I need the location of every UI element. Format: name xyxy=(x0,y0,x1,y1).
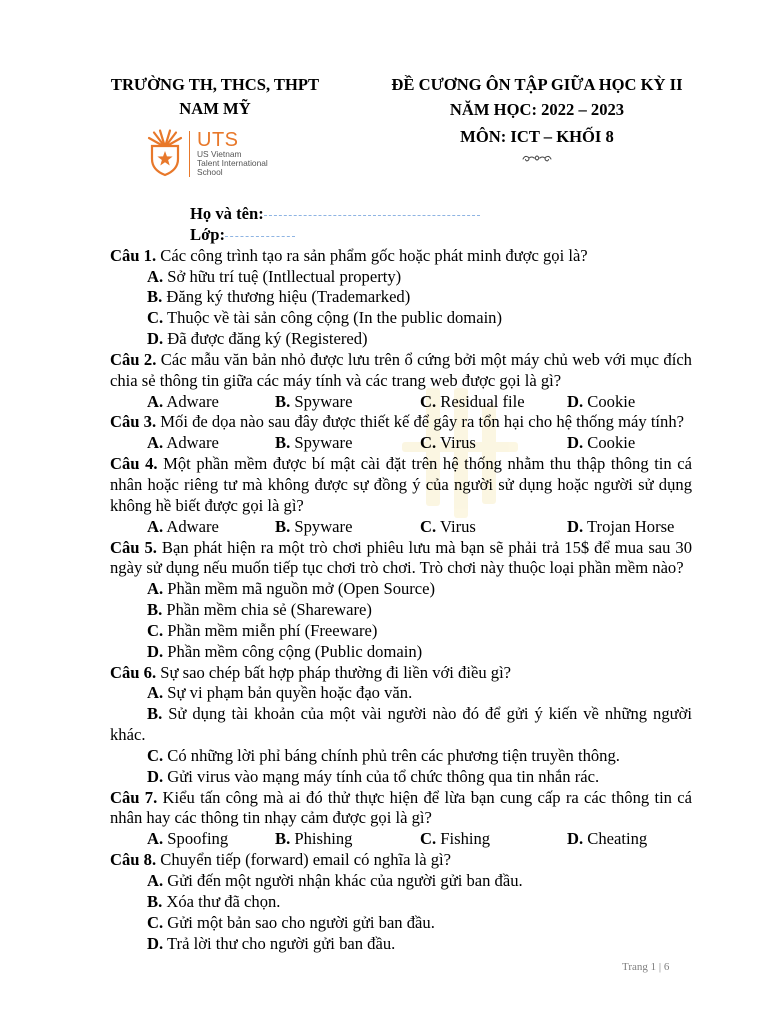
question-3-options xyxy=(110,433,692,454)
document-title: ĐỀ CƯƠNG ÔN TẬP GIỮA HỌC KỲ II xyxy=(391,75,683,94)
question-6-option-b-cont xyxy=(110,725,692,746)
option-text: Phần mềm mã nguồn mở (Open Source) xyxy=(167,579,436,599)
option-label: B. xyxy=(147,287,163,307)
option-text: khác. xyxy=(110,725,146,745)
option-label: C. xyxy=(147,620,164,640)
question-number: Câu 3. xyxy=(110,412,157,432)
question-6-option-d xyxy=(110,767,692,788)
option-text: Đăng ký thương hiệu (Trademarked) xyxy=(166,287,411,307)
question-number: Câu 7. xyxy=(110,787,158,807)
option-label: C. xyxy=(147,745,164,765)
question-number: Câu 2. xyxy=(110,349,157,369)
option-label: C. xyxy=(147,912,164,932)
option-a: A. Adware xyxy=(147,391,219,411)
star-shield-icon xyxy=(145,129,185,177)
option-label: D. xyxy=(147,641,164,661)
question-5-option-a xyxy=(110,579,692,600)
option-label: B. xyxy=(147,891,163,911)
school-logo xyxy=(145,129,285,179)
subject-grade: MÔN: ICT – KHỐI 8 xyxy=(460,127,614,146)
question-1-stem xyxy=(110,246,692,267)
option-text: Phần mềm chia sẻ (Shareware) xyxy=(166,600,372,620)
option-text: Sự vi phạm bản quyền hoặc đạo văn. xyxy=(167,683,413,703)
option-label: A. xyxy=(147,266,164,286)
option-label: D. xyxy=(147,933,164,953)
question-7-options xyxy=(110,829,692,850)
option-a: A. Adware xyxy=(147,433,219,453)
student-class-blank xyxy=(225,236,295,237)
option-c: C. Fishing xyxy=(420,829,491,849)
question-6-stem xyxy=(110,663,692,684)
option-c: C. Virus xyxy=(420,433,476,453)
option-c: C. Residual file xyxy=(420,391,525,411)
option-label: A. xyxy=(147,683,164,703)
question-2-options xyxy=(110,392,692,413)
question-2-stem xyxy=(110,350,692,371)
option-label: D. xyxy=(147,329,164,349)
question-4-stem-cont xyxy=(110,475,692,496)
question-text: Bạn phát hiện ra một trò chơi phiêu lưu mà bạn sẽ phải trả 15$ để mua sau 30 xyxy=(161,537,692,557)
school-name: TRƯỜNG TH, THCS, THPT xyxy=(110,75,320,94)
question-1-option-b xyxy=(110,287,692,308)
option-text: Đã được đăng ký (Registered) xyxy=(167,329,368,349)
question-text: Một phần mềm được bí mật cài đặt trên hệ thống nhằm thu thập thông tin cá xyxy=(163,454,693,474)
question-7-stem-cont xyxy=(110,808,692,829)
question-number: Câu 5. xyxy=(110,537,157,557)
page-number: Trang 1 | 6 xyxy=(622,961,670,973)
option-b: B. Spyware xyxy=(275,391,353,411)
option-label: A. xyxy=(147,579,164,599)
question-5-option-b xyxy=(110,600,692,621)
option-text: Xóa thư đã chọn. xyxy=(166,891,281,911)
option-label: D. xyxy=(147,766,164,786)
option-c: C. Virus xyxy=(420,516,476,536)
logo-divider xyxy=(189,131,190,177)
option-d: D. Cookie xyxy=(567,391,636,411)
option-text: Trả lời thư cho người gửi ban đầu. xyxy=(167,933,396,953)
question-4-stem xyxy=(110,454,692,475)
option-d: D. Cookie xyxy=(567,433,636,453)
option-label: B. xyxy=(147,704,163,724)
question-6-option-a xyxy=(110,683,692,704)
student-class-label: Lớp: xyxy=(190,224,226,244)
option-label: A. xyxy=(147,871,164,890)
question-5-stem-cont xyxy=(110,558,692,579)
question-1-option-a xyxy=(110,267,692,288)
student-name-blank xyxy=(264,215,480,216)
question-5-stem xyxy=(110,538,692,559)
option-text: Gửi đến một người nhận khác của người gửi ban đầu. xyxy=(167,871,523,890)
logo-subtitle-line-3: School xyxy=(197,167,223,177)
question-7-stem xyxy=(110,788,692,809)
question-text: Các mẫu văn bản nhỏ được lưu trên ổ cứng bởi một máy chủ web với mục đích xyxy=(160,349,692,369)
question-4-stem-cont xyxy=(110,496,692,517)
question-text: Kiểu tấn công mà ai đó thử thực hiện để lừa bạn cung cấp ra các thông tin cá xyxy=(162,787,693,807)
question-1-option-d xyxy=(110,329,692,350)
question-8-option-a xyxy=(110,871,692,892)
exam-content xyxy=(110,204,692,954)
option-text: Phần mềm miễn phí (Freeware) xyxy=(167,620,378,640)
option-label: C. xyxy=(147,308,164,328)
question-number: Câu 4. xyxy=(110,454,158,474)
question-3-stem xyxy=(110,412,692,433)
option-b: B. Phishing xyxy=(275,829,353,849)
option-d: D. Cheating xyxy=(567,829,648,849)
question-5-option-c xyxy=(110,621,692,642)
question-number: Câu 8. xyxy=(110,850,157,870)
question-6-option-b xyxy=(110,704,692,725)
question-4-options xyxy=(110,517,692,538)
question-text: nhân hoặc riêng tư mà không được sự đồng ý của người sử dụng hoặc người sử dụng xyxy=(110,474,692,494)
school-location: NAM MỸ xyxy=(179,99,251,118)
option-a: A. Spoofing xyxy=(147,829,229,849)
question-5-option-d xyxy=(110,642,692,663)
question-number: Câu 1. xyxy=(110,245,157,265)
question-6-option-c xyxy=(110,746,692,767)
option-text: Gửi virus vào mạng máy tính của tổ chức thông qua tin nhắn rác. xyxy=(167,766,600,786)
option-text: Gửi một bản sao cho người gửi ban đầu. xyxy=(167,912,435,932)
option-text: Sử dụng tài khoản của một vài người nào đó để gửi ý kiến về những người xyxy=(168,704,692,724)
question-text: không hề biết được gọi là gì? xyxy=(110,495,304,515)
student-name-line xyxy=(110,204,692,225)
logo-subtitle-line-2: Talent International xyxy=(197,158,268,168)
option-text: Có những lời phỉ báng chính phủ trên các phương tiện truyền thông. xyxy=(167,745,620,765)
question-text: Các công trình tạo ra sản phẩm gốc hoặc phát minh được gọi là? xyxy=(160,245,588,265)
option-b: B. Spyware xyxy=(275,516,353,536)
question-8-option-d xyxy=(110,934,692,955)
question-text: Mối đe dọa nào sau đây được thiết kế để gây ra tổn hại cho hệ thống máy tính? xyxy=(160,412,684,432)
student-class-line xyxy=(110,225,692,246)
option-b: B. Spyware xyxy=(275,433,353,453)
option-d: D. Trojan Horse xyxy=(567,516,675,536)
option-text: Phần mềm công cộng (Public domain) xyxy=(167,641,423,661)
question-8-option-c xyxy=(110,913,692,934)
question-text: nhân hay các thông tin nhạy cảm được gọi là gì? xyxy=(110,808,432,828)
question-8-option-b xyxy=(110,892,692,913)
logo-abbreviation: UTS xyxy=(197,129,239,151)
question-text: chia sẻ thông tin giữa các máy tính và các trang web được gọi là gì? xyxy=(110,370,562,390)
option-a: A. Adware xyxy=(147,516,219,536)
question-text: ngày sử dụng nếu muốn tiếp tục chơi trò chơi. Trò chơi này thuộc loại phần mềm nào? xyxy=(110,558,684,578)
question-text: Chuyển tiếp (forward) email có nghĩa là gì? xyxy=(160,850,452,870)
question-2-stem-cont xyxy=(110,371,692,392)
question-8-stem xyxy=(110,850,692,871)
question-number: Câu 6. xyxy=(110,662,157,682)
logo-subtitle-line-1: US Vietnam xyxy=(197,149,242,159)
question-1-option-c xyxy=(110,308,692,329)
flourish-ornament-icon xyxy=(521,153,553,163)
school-year: NĂM HỌC: 2022 – 2023 xyxy=(449,100,625,119)
option-label: B. xyxy=(147,600,163,620)
option-text: Sở hữu trí tuệ (Intllectual property) xyxy=(167,266,402,286)
student-name-label: Họ và tên: xyxy=(190,204,264,223)
question-text: Sự sao chép bất hợp pháp thường đi liền với điều gì? xyxy=(160,662,512,682)
option-text: Thuộc về tài sản công cộng (In the public domain) xyxy=(167,308,503,328)
